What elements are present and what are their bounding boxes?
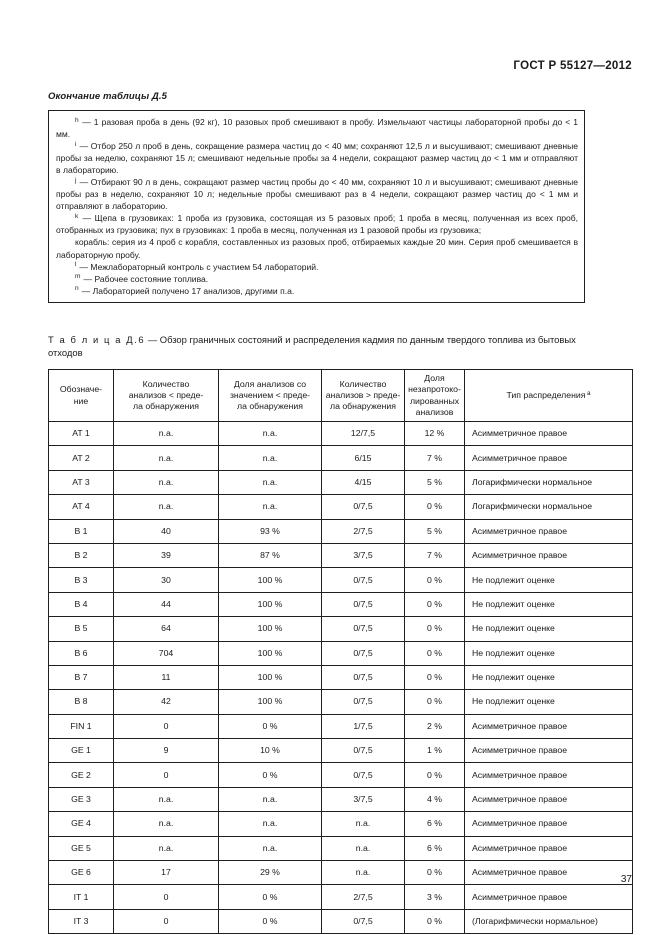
table-row [49,592,633,616]
table-cell: 100 % [219,592,322,616]
column-header-5: Тип распределения $^а$ [465,370,633,422]
table-cell: 0/7,5 [322,739,405,763]
table-cell: 100 % [219,568,322,592]
table-cell: 12/7,5 [322,422,405,446]
table-row [49,519,633,543]
footnote-item: корабль: серия из 4 проб с корабля, составленных из разовых проб, отбираемых каждые 20 мин. Серия проб смешивается в лабораторную пробу. [56,237,578,260]
table-cell: Асимметричное правое [465,714,633,738]
page-number: 37 [620,874,632,885]
table-cell: n.a. [219,787,322,811]
table-cell: 1 % [405,739,465,763]
table-cell: AT 3 [49,470,114,494]
table-header [49,370,633,422]
table-cell: Асимметричное правое [465,836,633,860]
table-cell: B 6 [49,641,114,665]
table-row [49,470,633,494]
table-row [49,861,633,885]
table-cell: 0/7,5 [322,568,405,592]
table-cell: 0 % [405,861,465,885]
table-cell: n.a. [114,836,219,860]
table-cell: Асимметричное правое [465,885,633,909]
table-cell: n.a. [114,422,219,446]
table-cell: 4 % [405,787,465,811]
table-cell: 7 % [405,446,465,470]
table-cell: 87 % [219,543,322,567]
table-cell: 4/15 [322,470,405,494]
table-cell: B 4 [49,592,114,616]
table-cell: n.a. [219,446,322,470]
table-cell: Асимметричное правое [465,739,633,763]
table-cell: 0 % [405,690,465,714]
table-cell: n.a. [219,836,322,860]
table-cell: n.a. [322,812,405,836]
footnote-marker: l [75,261,77,269]
table-cell: n.a. [114,470,219,494]
table-cell: 0 % [405,665,465,689]
table-cell: n.a. [219,422,322,446]
table-cell: 44 [114,592,219,616]
table-row [49,836,633,860]
table-cell: B 8 [49,690,114,714]
footnote-marker: h [75,116,79,124]
table-cell: n.a. [322,861,405,885]
table-cell: 0 % [405,568,465,592]
table-cell: Асимметричное правое [465,446,633,470]
footnote-block [48,110,585,303]
footnote-item: $^i$ — Отбор 250 л проб в день, сокращение размера частиц до < 40 мм; сохраняют 12,5 л и высушивают; смешивают дневные пробы за неделю, сохраняют 15 л; смешивают недельные пробы за 4 недели, сокращают размер частиц до < 1 мм и отправляют в лабораторию. [56,140,578,176]
table-cell: 0 [114,885,219,909]
table-cell: 93 % [219,519,322,543]
table-cell: B 5 [49,617,114,641]
table-cell: 17 [114,861,219,885]
table-cell: 5 % [405,470,465,494]
table-cell: Асимметричное правое [465,763,633,787]
table-cell: GE 6 [49,861,114,885]
table-cell: IT 1 [49,885,114,909]
table-cell: 0 [114,714,219,738]
table-row [49,543,633,567]
table-cell: Асимметричное правое [465,787,633,811]
table-cell: 9 [114,739,219,763]
standard-header: ГОСТ Р 55127—2012 [513,60,632,72]
table-cell: 3/7,5 [322,543,405,567]
table-cell: 100 % [219,617,322,641]
table-cell: n.a. [114,812,219,836]
table-caption-label: Т а б л и ц а Д.6 [48,334,146,345]
table-cell: (Логарифмически нормальное) [465,909,633,933]
table-header-row [49,370,633,422]
footnote-item: $^h$ — 1 разовая проба в день (92 кг), 10 разовых проб смешивают в пробу. Измельчают частицы лабораторной пробы до < 1 мм. [56,116,578,140]
table-cell: 0/7,5 [322,763,405,787]
table-cell: 0/7,5 [322,641,405,665]
table-cell: 0/7,5 [322,665,405,689]
table-cell: 0 % [405,617,465,641]
table-row [49,763,633,787]
table-cell: 1/7,5 [322,714,405,738]
table-row [49,909,633,933]
table-row [49,665,633,689]
table-cell: GE 2 [49,763,114,787]
table-cell: Логарифмически нормальное [465,470,633,494]
table-row [49,641,633,665]
footnote-item: $^n$ — Лабораторией получено 17 анализов, другими п.а. [75,285,295,296]
table-row [49,812,633,836]
cadmium-distribution-table [48,369,633,934]
table-cell: GE 5 [49,836,114,860]
table-cell: Не подлежит оценке [465,568,633,592]
table-cell: B 3 [49,568,114,592]
table-cell: Логарифмически нормальное [465,495,633,519]
table-row [49,617,633,641]
table-cell: 0 [114,909,219,933]
table-cell: n.a. [219,495,322,519]
table-cell: 42 [114,690,219,714]
table-cell: 0 % [405,495,465,519]
table-cell: 7 % [405,543,465,567]
footnote-marker: m [75,273,81,281]
footnote-item: $^j$ — Отбирают 90 л в день, сокращают размер частиц пробы до < 40 мм, сохраняют 10 л и высушивают; смешивают дневные пробы раз в неделю, сохраняют 10 л; недельные пробы смешивают раз в 4 недели, сокращают размер частиц до < 1 мм и отправляют в лабораторию. [56,177,578,212]
table-cell: B 1 [49,519,114,543]
table-cell: 2/7,5 [322,519,405,543]
footnote-marker: j [75,177,77,185]
table-row [49,446,633,470]
table-cell: GE 3 [49,787,114,811]
table-cell: 6 % [405,836,465,860]
footnote-marker: n [75,285,79,293]
table-cell: 5 % [405,519,465,543]
table-cell: 11 [114,665,219,689]
table-cell: 0/7,5 [322,690,405,714]
table-cell: 0/7,5 [322,909,405,933]
table-cell: 6/15 [322,446,405,470]
table-cell: Не подлежит оценке [465,617,633,641]
table-cell: 100 % [219,665,322,689]
table-cell: n.a. [322,836,405,860]
table-cell: 0 % [405,909,465,933]
table-cell: 64 [114,617,219,641]
table-cell: GE 4 [49,812,114,836]
footnote-item: $^k$ — Щепа в грузовиках: 1 проба из грузовика, состоящая из 5 разовых проб; 1 проба в месяц, полученная из всех проб, отобранных из грузовика; пух в грузовиках: 1 проба в месяц, полученная из 1 разовой пробы из грузовика; [56,213,578,236]
table-cell: 0 % [219,909,322,933]
table-row [49,690,633,714]
footnote-item: $^m$ — Рабочее состояние топлива. [75,273,209,284]
table-cell: 0 % [405,641,465,665]
table-cell: 2 % [405,714,465,738]
table-cell: 0/7,5 [322,495,405,519]
table-row [49,787,633,811]
table-cell: Асимметричное правое [465,861,633,885]
table-cell: 0 % [219,714,322,738]
table-cell: FIN 1 [49,714,114,738]
table-cell: 12 % [405,422,465,446]
table-row [49,885,633,909]
table-row [49,714,633,738]
table-cell: Не подлежит оценке [465,690,633,714]
table-cell: Не подлежит оценке [465,641,633,665]
table-cell: 0/7,5 [322,617,405,641]
table-cell: B 7 [49,665,114,689]
table-cell: 3 % [405,885,465,909]
table-cell: AT 1 [49,422,114,446]
table-row [49,739,633,763]
table-cell: 40 [114,519,219,543]
column-header-0: Обозначе- ние [49,370,114,422]
table-row [49,422,633,446]
table-cell: n.a. [219,470,322,494]
table-caption-text: — Обзор граничных состояний и распределения кадмия по данным твердого топлива из бытовых отходов [48,334,576,358]
table-cell: 39 [114,543,219,567]
table-cell: Асимметричное правое [465,543,633,567]
table-cell: 2/7,5 [322,885,405,909]
table-cell: 30 [114,568,219,592]
table-row [49,568,633,592]
table-cell: B 2 [49,543,114,567]
table-cell: Асимметричное правое [465,519,633,543]
column-header-2: Доля анализов со значением < преде- ла обнаружения [219,370,322,422]
column-header-superscript: а [586,389,591,397]
footnote-marker: i [75,140,77,148]
table-cell: 100 % [219,690,322,714]
table-cell: n.a. [114,446,219,470]
table-cell: 100 % [219,641,322,665]
footnote-item: $^l$ — Межлабораторный контроль с участием 54 лабораторий. [75,261,319,272]
table-cell: 10 % [219,739,322,763]
table-cell: Асимметричное правое [465,422,633,446]
table-cell: 704 [114,641,219,665]
table-cell: n.a. [114,787,219,811]
table-cell: IT 3 [49,909,114,933]
table-cell: 0 % [405,592,465,616]
table-cell: Асимметричное правое [465,812,633,836]
table-cell: 6 % [405,812,465,836]
table-cell: 0/7,5 [322,592,405,616]
table-row [49,495,633,519]
table-cell: n.a. [114,495,219,519]
column-header-3: Количество анализов > преде- ла обнаружения [322,370,405,422]
column-header-4: Доля незапротоко- лированных анализов [405,370,465,422]
table-cell: 0 % [405,763,465,787]
table-continuation-caption: Окончание таблицы Д.5 [48,91,168,102]
table-body [49,422,633,934]
table-cell: AT 2 [49,446,114,470]
table-cell: 3/7,5 [322,787,405,811]
table-cell: 0 % [219,885,322,909]
footnote-marker: k [75,213,79,221]
table-caption [48,333,608,359]
table-cell: Не подлежит оценке [465,665,633,689]
table-cell: 29 % [219,861,322,885]
column-header-1: Количество анализов < преде- ла обнаружения [114,370,219,422]
table-cell: 0 % [219,763,322,787]
table-cell: Не подлежит оценке [465,592,633,616]
table-cell: GE 1 [49,739,114,763]
table-cell: n.a. [219,812,322,836]
table-cell: AT 4 [49,495,114,519]
table-cell: 0 [114,763,219,787]
